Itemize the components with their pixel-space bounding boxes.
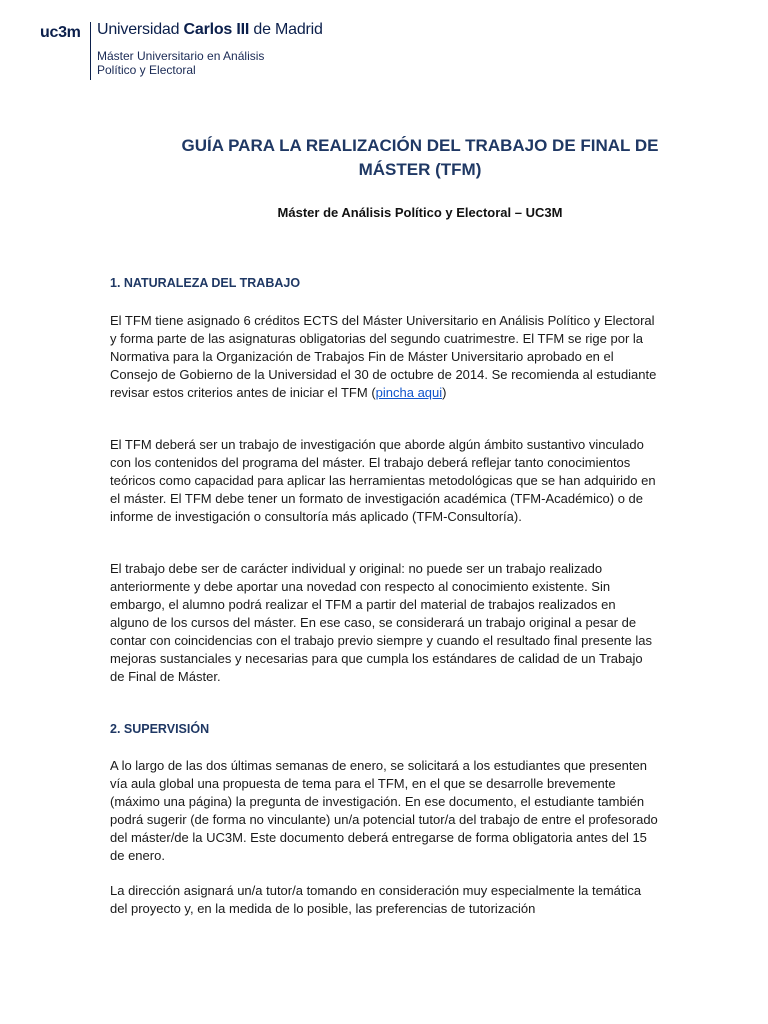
university-name-prefix: Universidad: [97, 21, 184, 38]
uc3m-logo: uc3m: [40, 24, 81, 41]
document-title: [110, 134, 730, 182]
paragraph: El TFM deberá ser un trabajo de investigación que aborde algún ámbito sustantivo vinculado con los contenidos del programa del máster. El trabajo deberá reflejar tanto conocimientos teóricos como capacidad para aplicar las herramientas metodológicas que se han adquirido en el máster. El TFM debe tener un formato de investigación académica (TFM-Académico) o de informe de investigación o consultoría más aplicado (TFM-Consultoría).: [110, 437, 656, 524]
master-name-line2: Político y Electoral: [97, 63, 196, 77]
document-title-line2: MÁSTER (TFM): [358, 160, 482, 179]
section-heading-naturaleza: 1. NATURALEZA DEL TRABAJO: [110, 276, 301, 290]
university-name: [97, 21, 323, 39]
link-open-paren: (: [371, 385, 376, 400]
paragraph-text: El TFM tiene asignado 6 créditos ECTS del Máster Universitario en Análisis Político y Electoral y forma parte de las asignaturas obligatorias del segundo cuatrimestre. El TFM se rige por la Normativa para la Organización de Trabajos Fin de Máster Universitario aprobado en el Consejo de Gobierno de la Universidad el 30 de octubre de 2014. Se recomienda al estudiante revisar estos criterios antes de iniciar el TFM: [110, 313, 657, 400]
university-name-suffix: de Madrid: [249, 21, 323, 38]
regulations-link[interactable]: pincha aqui: [375, 385, 443, 400]
document-title-line1: GUÍA PARA LA REALIZACIÓN DEL TRABAJO DE FINAL DE: [181, 136, 659, 155]
header-divider: [90, 22, 91, 80]
paragraph: La dirección asignará un/a tutor/a tomando en consideración muy especialmente la temática del proyecto y, en la medida de lo posible, las preferencias de tutorización: [110, 883, 642, 916]
master-name-line1: Máster Universitario en Análisis: [97, 49, 265, 63]
paragraph: A lo largo de las dos últimas semanas de enero, se solicitará a los estudiantes que presenten vía aula global una propuesta de tema para el TFM, en el que se desarrolle brevemente (máximo una página) la pregunta de investigación. En ese documento, el estudiante también podrá sugerir (de forma no vinculante) un/a potencial tutor/a del trabajo de entre el profesorado del máster/de la UC3M. Este documento deberá entregarse de forma obligatoria antes del 15 de enero.: [110, 758, 658, 863]
section-heading-supervision: 2. SUPERVISIÓN: [110, 722, 210, 736]
paragraph: El trabajo debe ser de carácter individual y original: no puede ser un trabajo realizado anteriormente y debe aportar una novedad con respecto al conocimiento existente. Sin embargo, el alumno podrá realizar el TFM a partir del material de trabajos realizados en alguno de los cursos del máster. En ese caso, se considerará un trabajo original a pesar de contar con coincidencias con el trabajo previo siempre y cuando el resultado final presente las mejoras sustanciales y necesarias para que cumpla los estándares de calidad de un Trabajo de Final de Máster.: [110, 561, 652, 684]
link-close-paren: ): [442, 385, 447, 400]
document-subtitle: Máster de Análisis Político y Electoral – UC3M: [277, 205, 563, 220]
university-name-bold: Carlos III: [183, 21, 250, 38]
paragraph: [110, 312, 658, 402]
